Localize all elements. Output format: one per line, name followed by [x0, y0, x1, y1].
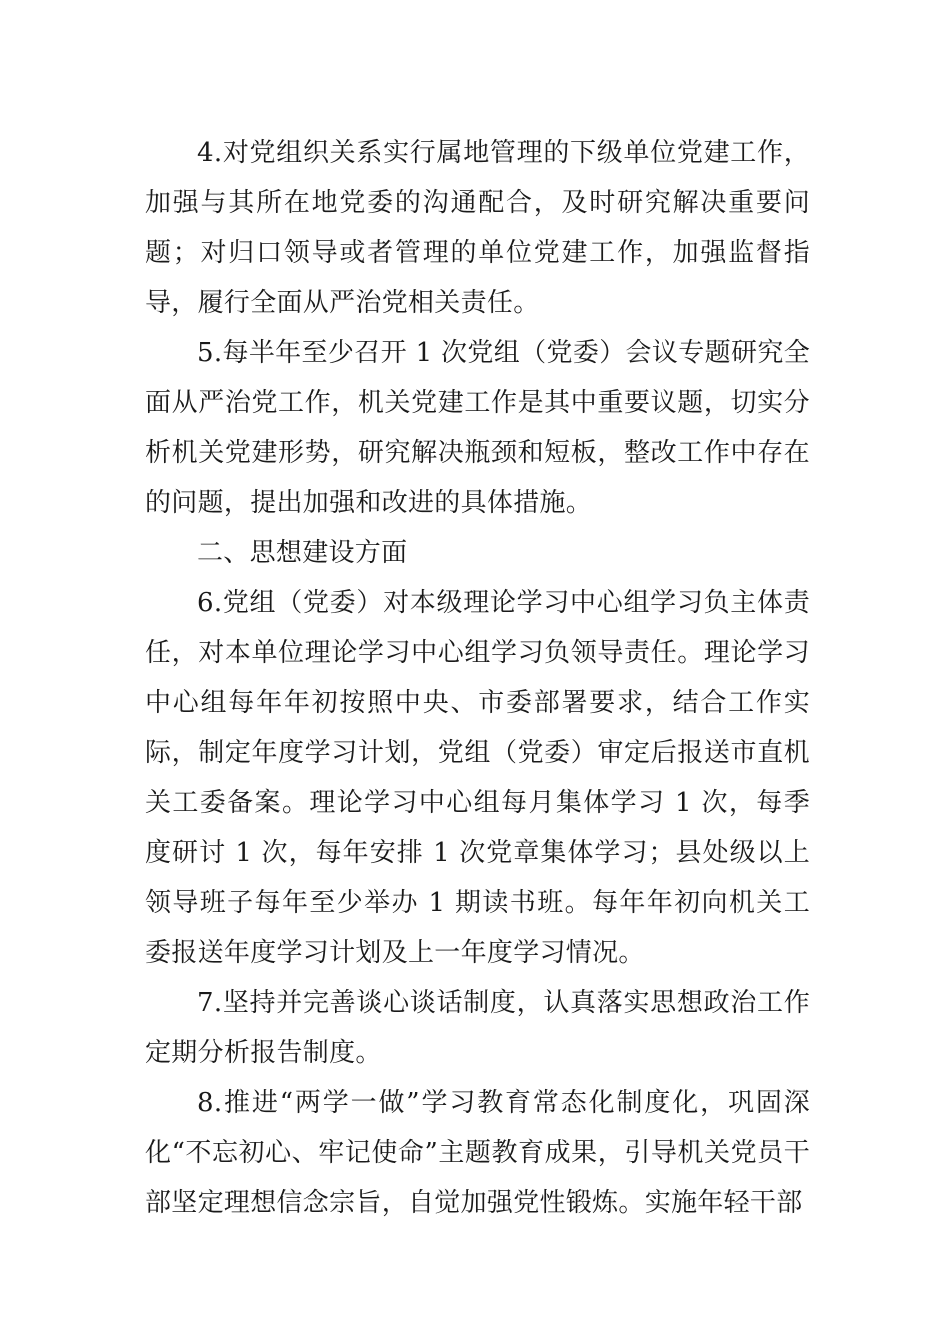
- paragraph-item-4: 4.对党组织关系实行属地管理的下级单位党建工作，加强与其所在地党委的沟通配合，及时研究解决重要问题；对归口领导或者管理的单位党建工作，加强监督指导，履行全面从严治党相关责任。: [145, 138, 810, 318]
- paragraph-item-5: 5.每半年至少召开 1 次党组（党委）会议专题研究全面从严治党工作，机关党建工作是其中重要议题，切实分析机关党建形势，研究解决瓶颈和短板，整改工作中存在的问题，提出加强和改进的具体措施。: [145, 338, 810, 518]
- document-body: [145, 128, 810, 1228]
- paragraph-item-8: 8.推进“两学一做”学习教育常态化制度化，巩固深化“不忘初心、牢记使命”主题教育成果，引导机关党员干部坚定理想信念宗旨，自觉加强党性锻炼。实施年轻干部: [145, 1088, 810, 1218]
- paragraph-item-6: 6.党组（党委）对本级理论学习中心组学习负主体责任，对本单位理论学习中心组学习负领导责任。理论学习中心组每年年初按照中央、市委部署要求，结合工作实际，制定年度学习计划，党组（党委）审定后报送市直机关工委备案。理论学习中心组每月集体学习 1 次，每季度研讨 1 次，每年安排 1 次党章集体学习；县处级以上领导班子每年至少举办 1 期读书班。每年年初向机关工委报送年度学习计划及上一年度学习情况。: [145, 588, 810, 968]
- paragraph-item-7: 7.坚持并完善谈心谈话制度，认真落实思想政治工作定期分析报告制度。: [145, 988, 810, 1068]
- section-heading-ideological-building: 二、思想建设方面: [197, 538, 408, 568]
